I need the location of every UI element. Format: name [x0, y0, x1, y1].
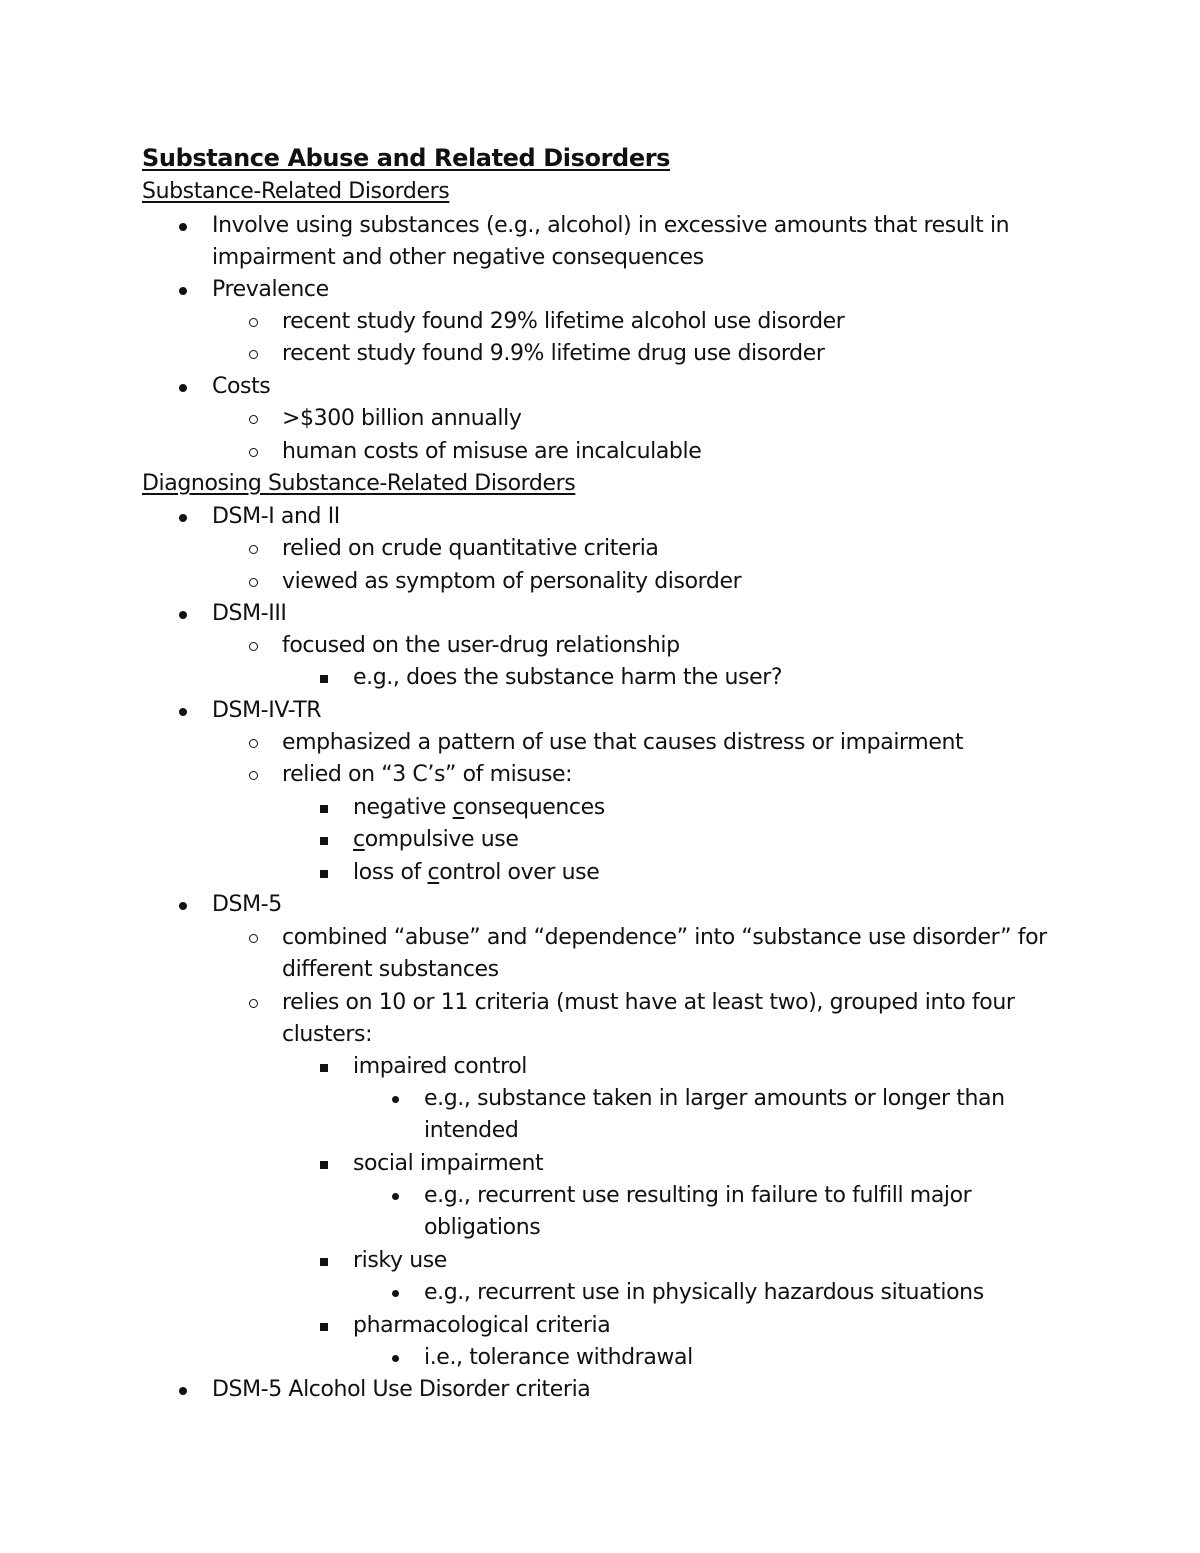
bullet-circle-icon [249, 934, 258, 943]
list-item: Costs [212, 374, 271, 399]
bullet-square-icon [320, 1161, 328, 1169]
text: ontrol over use [439, 860, 600, 885]
text: loss of [353, 860, 428, 885]
bullet-disc-icon [179, 287, 187, 295]
list-item [353, 793, 605, 823]
list-item: DSM-III [212, 601, 287, 626]
bullet-disc-icon [392, 1193, 399, 1200]
bullet-disc-icon [179, 708, 187, 716]
bullet-circle-icon [249, 739, 258, 748]
list-item: e.g., recurrent use resulting in failure to fulfill major [424, 1183, 972, 1208]
list-item: combined “abuse” and “dependence” into “substance use disorder” for [282, 925, 1047, 950]
list-item: focused on the user-drug relationship [282, 633, 680, 658]
list-item: Prevalence [212, 277, 329, 302]
bullet-disc-icon [179, 223, 187, 231]
bullet-circle-icon [249, 578, 258, 587]
bullet-circle-icon [249, 350, 258, 359]
list-item: risky use [353, 1248, 447, 1273]
bullet-disc-icon [179, 611, 187, 619]
bullet-square-icon [320, 805, 328, 813]
list-item: recent study found 29% lifetime alcohol use disorder [282, 309, 845, 334]
list-item [353, 825, 518, 855]
bullet-square-icon [320, 675, 328, 683]
underlined-letter: c [353, 827, 365, 852]
bullet-circle-icon [249, 999, 258, 1008]
list-item: human costs of misuse are incalculable [282, 439, 702, 464]
bullet-disc-icon [179, 902, 187, 910]
bullet-disc-icon [392, 1096, 399, 1103]
list-item: impaired control [353, 1054, 528, 1079]
list-item-continuation: clusters: [282, 1022, 373, 1047]
list-item: pharmacological criteria [353, 1313, 611, 1338]
list-item [353, 858, 599, 888]
bullet-circle-icon [249, 545, 258, 554]
list-item: relied on crude quantitative criteria [282, 536, 659, 561]
text: ompulsive use [364, 827, 519, 852]
list-item: viewed as symptom of personality disorder [282, 569, 742, 594]
list-item: recent study found 9.9% lifetime drug use disorder [282, 341, 825, 366]
list-item: >$300 billion annually [282, 406, 522, 431]
bullet-square-icon [320, 1323, 328, 1331]
list-item: DSM-5 Alcohol Use Disorder criteria [212, 1377, 591, 1402]
underlined-letter: c [452, 795, 465, 820]
bullet-square-icon [320, 837, 328, 845]
list-item: DSM-5 [212, 892, 282, 917]
underlined-letter: c [427, 860, 440, 885]
page-title: Substance Abuse and Related Disorders [142, 144, 671, 172]
list-item: relied on “3 C’s” of misuse: [282, 762, 573, 787]
bullet-square-icon [320, 870, 328, 878]
bullet-disc-icon [392, 1355, 399, 1362]
bullet-square-icon [320, 1064, 328, 1072]
list-item: e.g., recurrent use in physically hazardous situations [424, 1280, 984, 1305]
bullet-disc-icon [179, 384, 187, 392]
bullet-disc-icon [392, 1290, 399, 1297]
bullet-disc-icon [179, 514, 187, 522]
list-item: e.g., substance taken in larger amounts or longer than [424, 1086, 1005, 1111]
list-item-continuation: obligations [424, 1215, 541, 1240]
list-item: Involve using substances (e.g., alcohol) in excessive amounts that result in [212, 213, 1010, 238]
bullet-circle-icon [249, 642, 258, 651]
bullet-square-icon [320, 1258, 328, 1266]
section-heading-diagnosing: Diagnosing Substance-Related Disorders [142, 471, 576, 496]
list-item-continuation: different substances [282, 957, 499, 982]
text: onsequences [464, 795, 605, 820]
bullet-circle-icon [249, 415, 258, 424]
list-item: relies on 10 or 11 criteria (must have at least two), grouped into four [282, 990, 1015, 1015]
bullet-disc-icon [179, 1387, 187, 1395]
section-heading-substance-related: Substance-Related Disorders [142, 179, 450, 204]
bullet-circle-icon [249, 448, 258, 457]
list-item: DSM-IV-TR [212, 698, 322, 723]
text: negative [353, 795, 453, 820]
list-item: DSM-I and II [212, 504, 340, 529]
list-item: i.e., tolerance withdrawal [424, 1345, 693, 1370]
list-item: e.g., does the substance harm the user? [353, 665, 783, 690]
bullet-circle-icon [249, 318, 258, 327]
list-item: emphasized a pattern of use that causes distress or impairment [282, 730, 964, 755]
bullet-circle-icon [249, 771, 258, 780]
list-item-continuation: impairment and other negative consequences [212, 245, 704, 270]
list-item-continuation: intended [424, 1118, 519, 1143]
list-item: social impairment [353, 1151, 544, 1176]
